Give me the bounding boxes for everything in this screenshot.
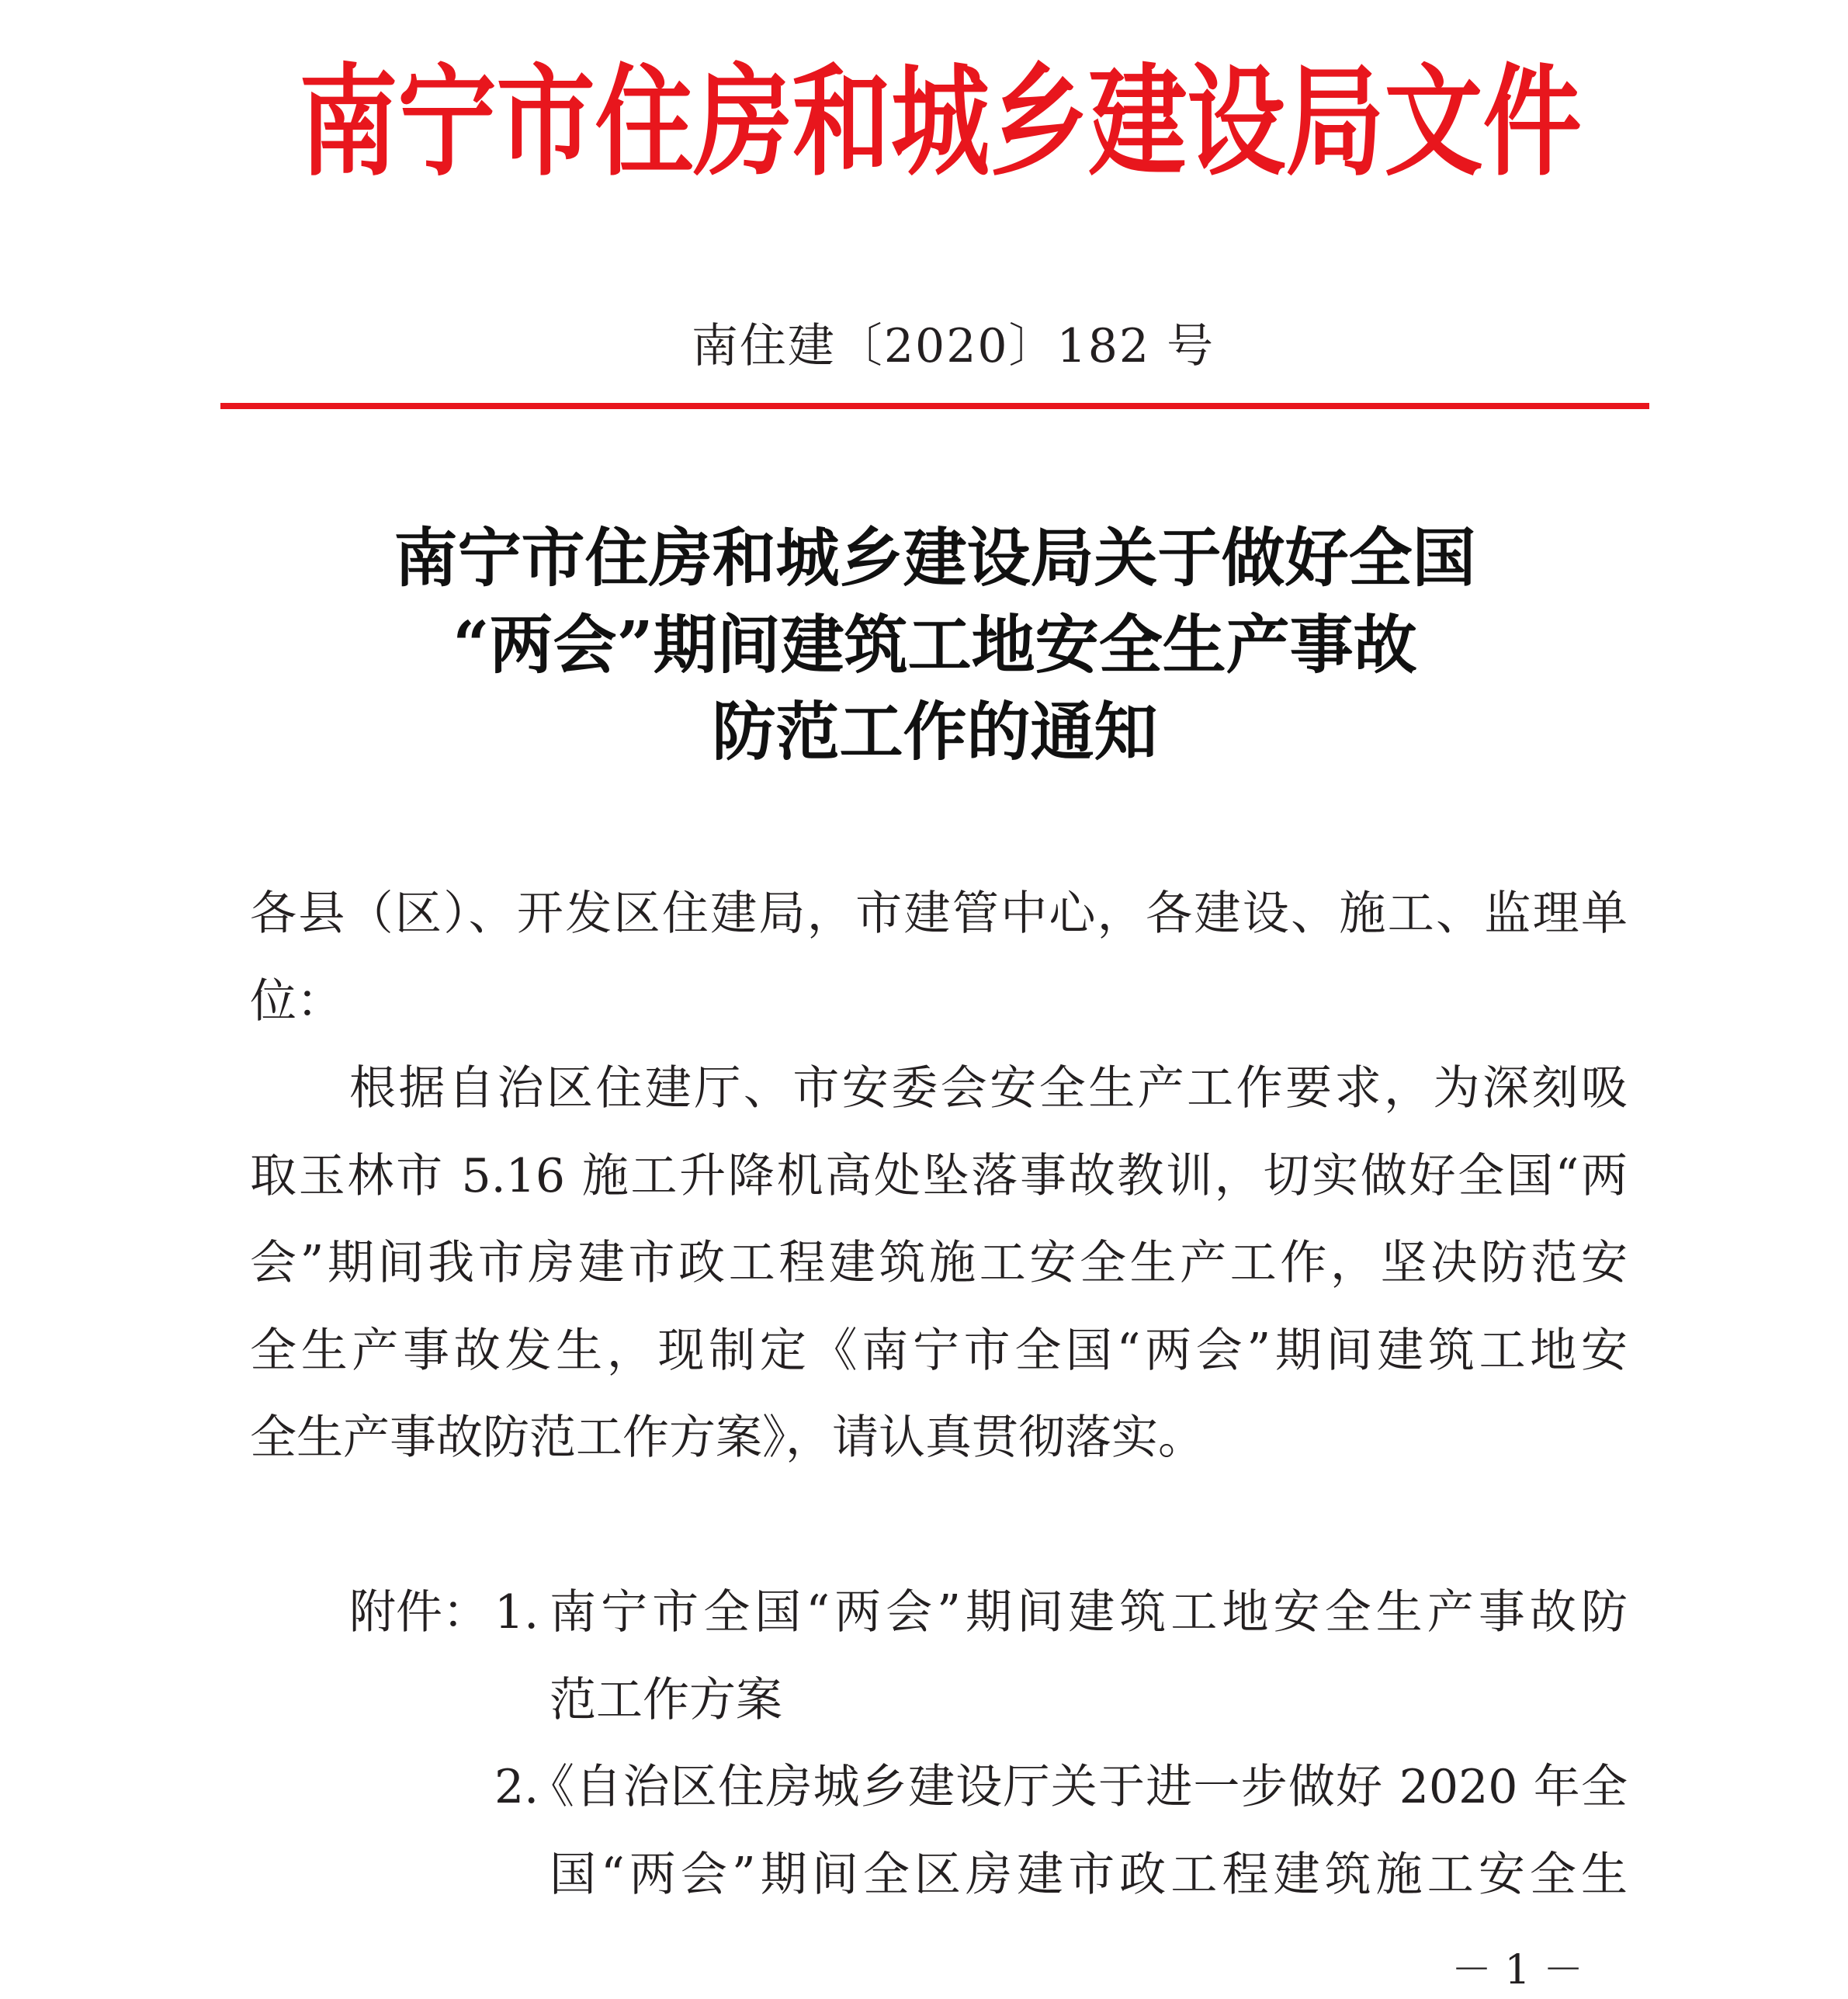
attachment-line: 南宁市全国“两会”期间建筑工地安全生产事故防 [550,1585,1628,1640]
attachment-number: 1. [494,1585,539,1640]
body-paragraph-line: 全生产事故防范工作方案》，请认真贯彻落实。 [250,1411,1205,1465]
attachment-line: 《自治区住房城乡建设厅关于进一步做好 2020 年全 [528,1760,1628,1814]
attachment-line: 国“两会”期间全区房建市政工程建筑施工安全生 [550,1847,1628,1902]
body-paragraph-line: 全生产事故发生，现制定《南宁市全国“两会”期间建筑工地安 [250,1323,1628,1378]
issuing-authority-header [32,50,1848,193]
notice-title-line: “两会”期间建筑工地安全生产事故 [452,608,1417,682]
salutation-line: 位： [250,973,343,1029]
header-title: 南宁市住房和城乡建设局文件 [298,50,1582,193]
notice-title-line: 南宁市住房和城乡建设局关于做好全国 [394,521,1476,595]
attachment-number: 2. [494,1760,539,1814]
body-paragraph-line: 取玉林市 5.16 施工升降机高处坠落事故教训，切实做好全国“两 [250,1148,1628,1203]
attachments-label: 附件： [349,1585,489,1640]
body-paragraph-line: 会”期间我市房建市政工程建筑施工安全生产工作，坚决防范安 [250,1236,1628,1290]
page-number: － 1 － [1451,1947,1584,1994]
red-separator-line [220,403,1649,409]
body-paragraph-line: 根据自治区住建厅、市安委会安全生产工作要求，为深刻吸 [349,1061,1628,1116]
attachment-line: 范工作方案 [550,1672,782,1727]
notice-title-line: 防范工作的通知 [712,695,1158,769]
document-number: 南住建〔2020〕182 号 [691,319,1215,373]
notice-title [220,515,1649,776]
salutation-line: 各县（区）、开发区住建局，市建管中心，各建设、施工、监理单 [250,887,1628,941]
